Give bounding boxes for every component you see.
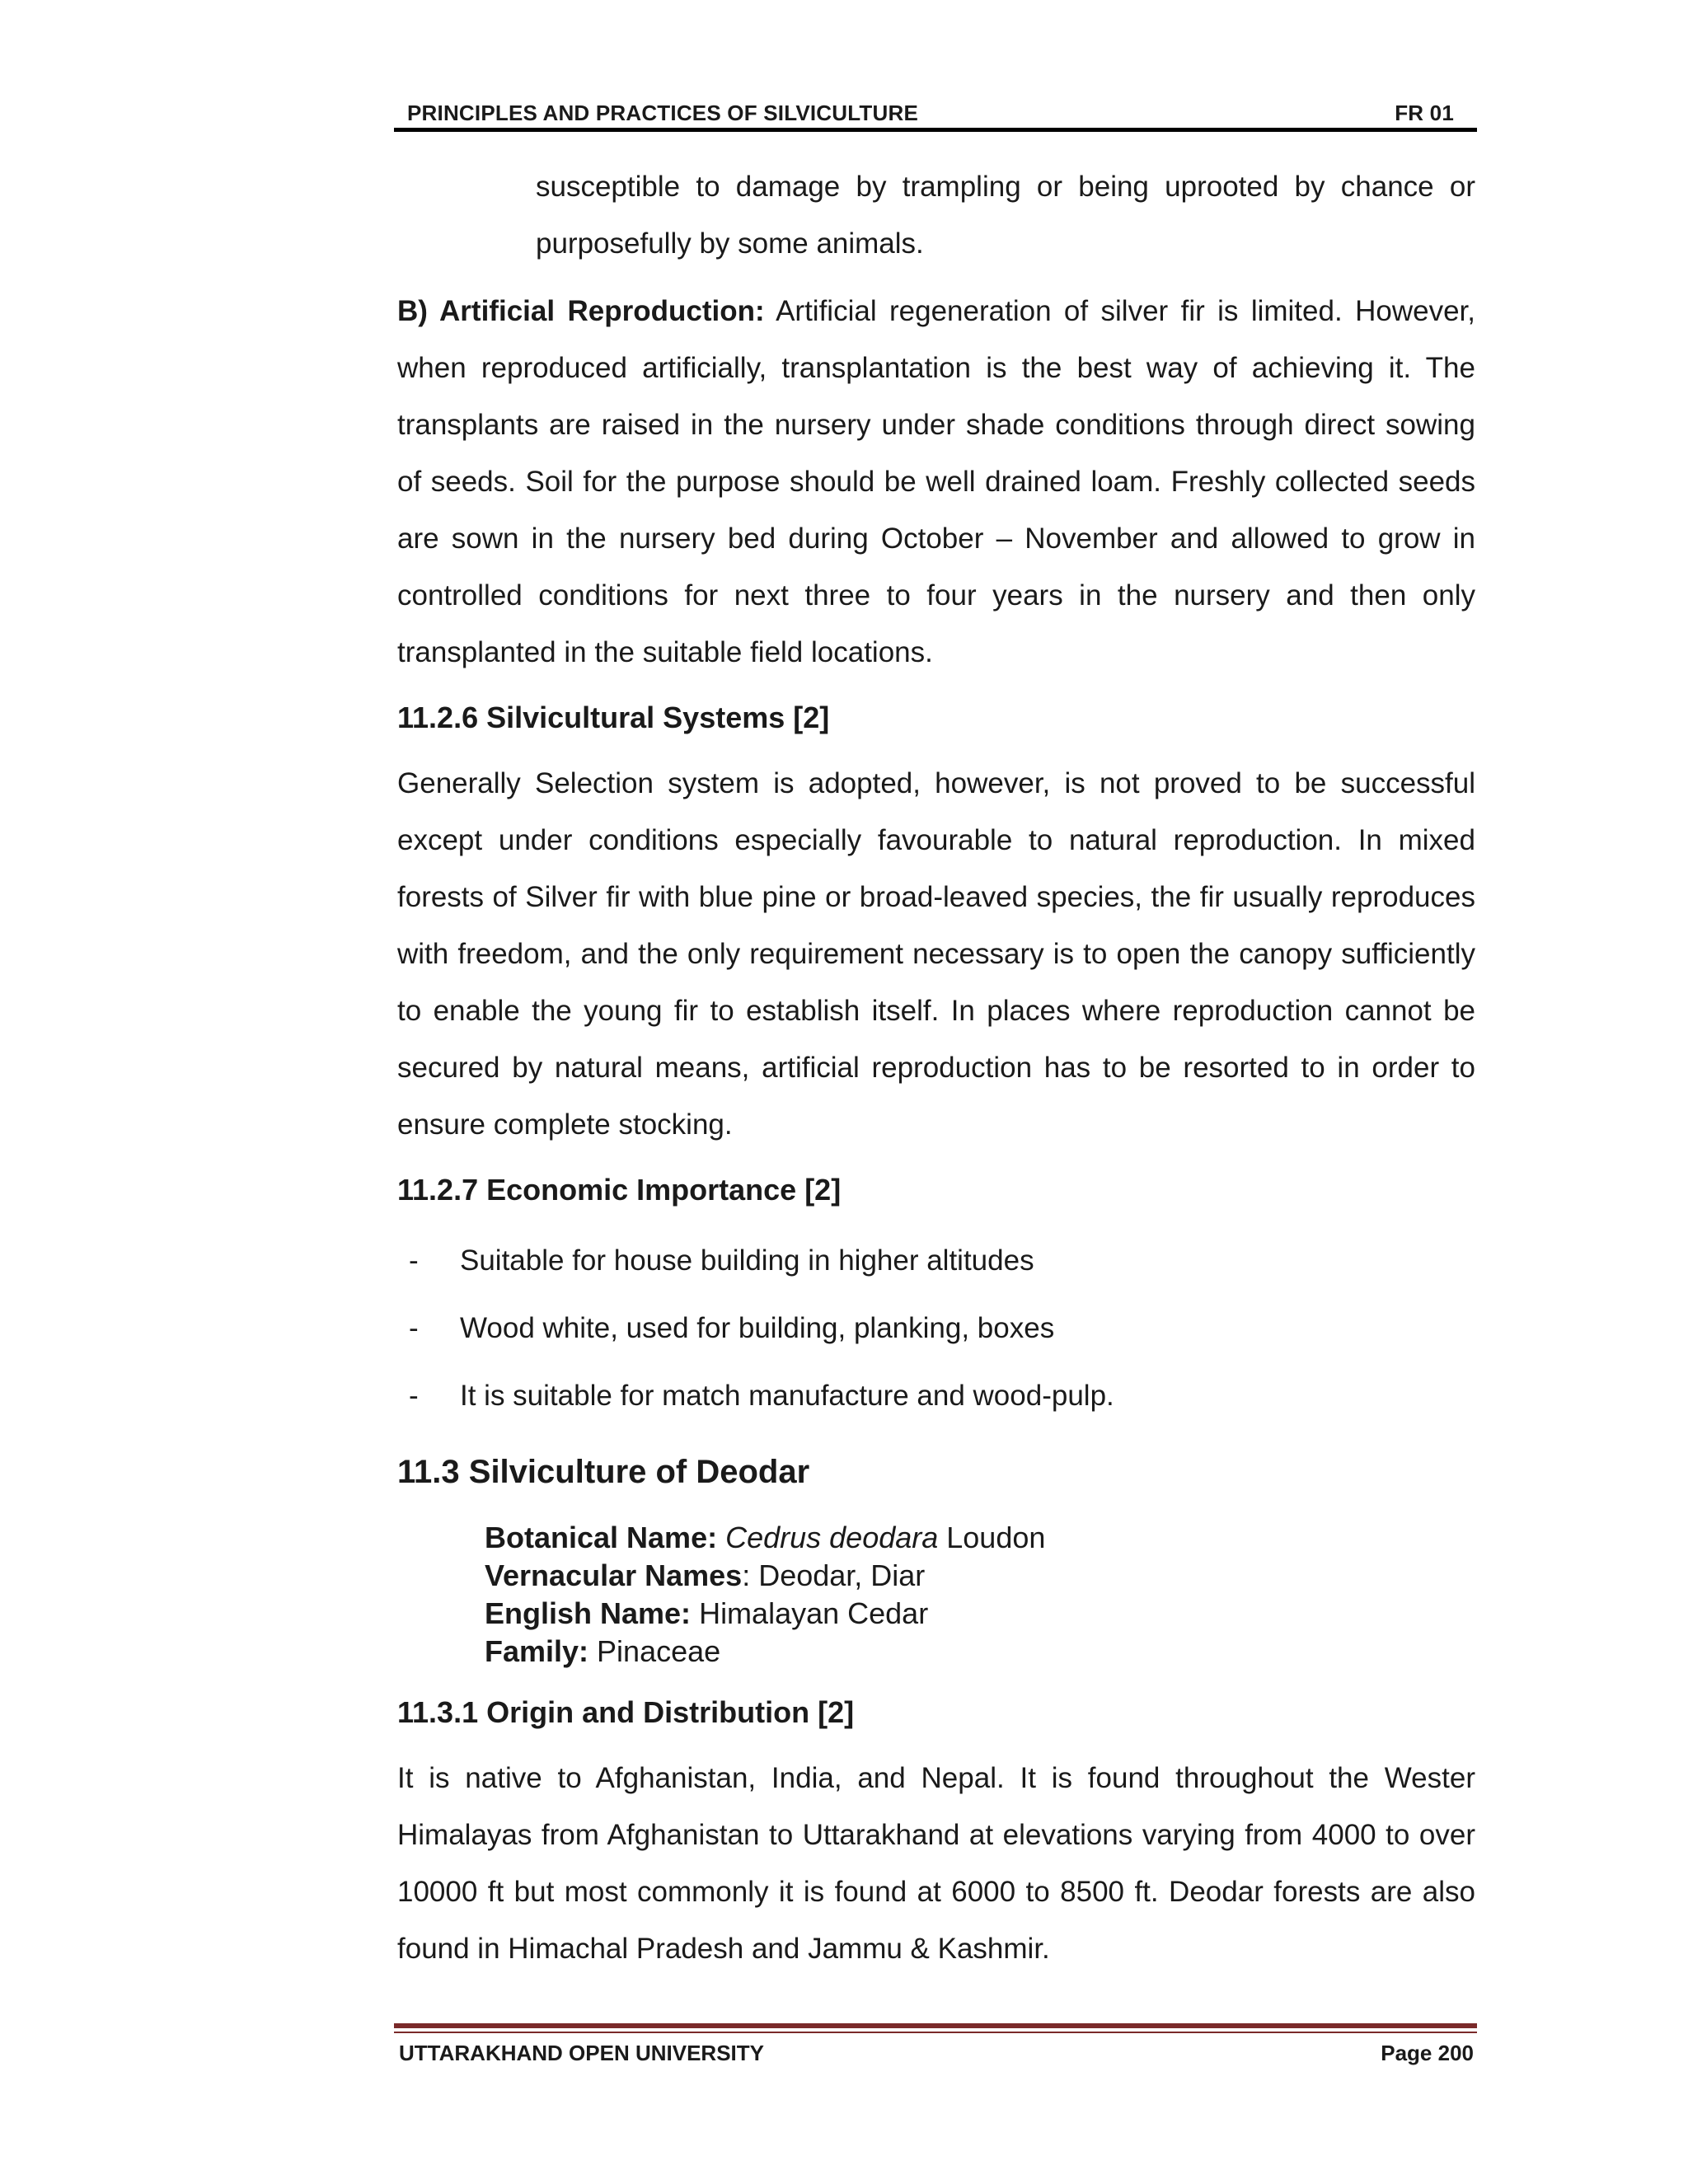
origin-distribution-paragraph: It is native to Afghanistan, India, and Nepal. It is found throughout the Wester Himalayas from Afghanistan to Uttarakhand at elevations varying from 4000 to over 10000 ft but most commonly it is found at 6000 to 8500 ft. Deodar forests are also found in Himachal Pradesh and Jammu & Kashmir. — [397, 1762, 1475, 1965]
header-rule — [394, 128, 1477, 132]
page-footer — [396, 2036, 1474, 2072]
list-item — [397, 1295, 1475, 1362]
header-title: PRINCIPLES AND PRACTICES OF SILVICULTURE — [407, 101, 918, 125]
english-name-line — [485, 1595, 1475, 1633]
heading-silvicultural-systems: 11.2.6 Silvicultural Systems [2] — [397, 701, 830, 734]
vernacular-names-label: Vernacular Names — [485, 1558, 743, 1592]
header-code: FR 01 — [1395, 101, 1454, 125]
botanical-name-line — [485, 1519, 1475, 1557]
list-item — [397, 1362, 1475, 1430]
silvicultural-systems-paragraph: Generally Selection system is adopted, however, is not proved to be successful except under conditions especially favourable to natural reproduction. In mixed forests of Silver fir with blue pine or broad-leaved species, the fir usually reproduces with freedom, and the only requirement necessary is to open the canopy sufficiently to enable the young fir to establish itself. In places where reproduction cannot be secured by natural means, artificial reproduction has to be resorted to in order to ensure complete stocking. — [397, 767, 1475, 1141]
continued-paragraph: susceptible to damage by trampling or being uprooted by chance or purposefully by some animals. — [536, 171, 1475, 260]
list-item-text: It is suitable for match manufacture and wood-pulp. — [460, 1380, 1114, 1412]
english-name-value: Himalayan Cedar — [691, 1596, 929, 1630]
list-item — [397, 1227, 1475, 1295]
footer-rule — [394, 2023, 1477, 2028]
heading-economic-importance: 11.2.7 Economic Importance [2] — [397, 1173, 842, 1207]
english-name-label: English Name: — [485, 1596, 692, 1630]
list-item-text: Wood white, used for building, planking, boxes — [460, 1312, 1055, 1344]
dash-bullet: - — [409, 1380, 419, 1412]
heading-origin-and-distribution: 11.3.1 Origin and Distribution [2] — [397, 1695, 855, 1729]
economic-importance-list — [397, 1227, 1475, 1430]
family-value: Pinaceae — [588, 1634, 721, 1668]
vernacular-names-line — [485, 1557, 1475, 1595]
dash-bullet: - — [409, 1244, 419, 1277]
botanical-info-block — [485, 1519, 1475, 1671]
footer-university: UTTARAKHAND OPEN UNIVERSITY — [399, 2041, 764, 2065]
footer-rule-thin — [394, 2032, 1477, 2033]
page-content — [397, 158, 1475, 1977]
page-number: Page 200 — [1381, 2041, 1474, 2065]
dash-bullet: - — [409, 1312, 419, 1344]
artificial-reproduction-paragraph — [397, 283, 1475, 681]
botanical-author: Loudon — [938, 1521, 1046, 1554]
artificial-reproduction-text: Artificial regeneration of silver fir is limited. However, when reproduced artificially, transplantation is the best way of achieving it. The transplants are raised in the nursery under shade conditions through direct sowing of seeds. Soil for the purpose should be well drained loam. Freshly collected seeds are sown in the nursery bed during October – November and allowed to grow in controlled conditions for next three to four years in the nursery and then only transplanted in the suitable field locations. — [397, 295, 1475, 668]
family-line — [485, 1633, 1475, 1671]
vernacular-names-value: : Deodar, Diar — [742, 1558, 926, 1592]
botanical-name-label: Botanical Name: — [485, 1521, 718, 1554]
family-label: Family: — [485, 1634, 589, 1668]
botanical-species: Cedrus deodara — [725, 1521, 939, 1554]
artificial-reproduction-label: B) Artificial Reproduction: — [397, 295, 765, 327]
list-item-text: Suitable for house building in higher altitudes — [460, 1244, 1034, 1277]
heading-silviculture-of-deodar: 11.3 Silviculture of Deodar — [397, 1454, 810, 1490]
